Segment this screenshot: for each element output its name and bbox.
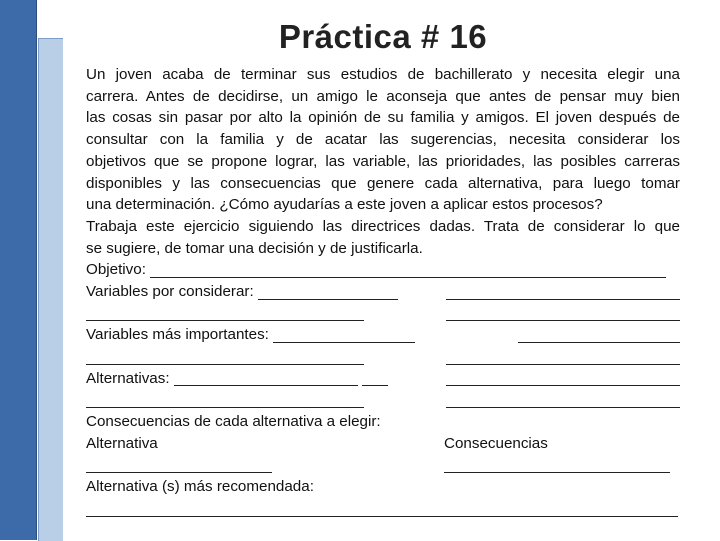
paragraph-line: una determinación. ¿Cómo ayudarías a este joven a aplicar estos procesos?: [86, 196, 603, 214]
alternatives-blank-right[interactable]: [446, 371, 680, 386]
page-title: Práctica # 16: [278, 18, 488, 55]
consequences-column-label: Consecuencias: [444, 434, 548, 452]
columns-blank-row: [86, 455, 680, 477]
paragraph-line: carrera. Antes de decidirse, un amigo le aconseja que antes de pensar muy bien: [86, 87, 680, 105]
alternatives-row-2: [86, 389, 680, 411]
alternatives-label: Alternativas:: [86, 369, 170, 387]
recommended-blank-row: [86, 498, 680, 520]
variables-label: Variables por considerar:: [86, 283, 254, 300]
important-variables-label: Variables más importantes:: [86, 326, 269, 344]
paragraph-line: disponibles y las consecuencias que genere cada alternativa, para luego tomar: [86, 174, 680, 192]
alternative-column-label: Alternativa: [86, 434, 158, 452]
variables-blank-2[interactable]: [86, 306, 364, 321]
important-variables-blank-2[interactable]: [86, 350, 364, 365]
recommended-label: Alternativa (s) más recomendada:: [86, 478, 314, 496]
variables-blank[interactable]: [258, 285, 398, 300]
important-variables-blank-right[interactable]: [518, 328, 680, 343]
paragraph-line: consultar con la familia y de acatar las sugerencias, necesita considerar los: [86, 131, 680, 149]
variables-row-2: [86, 303, 680, 325]
alternatives-row: [86, 368, 680, 390]
decorative-bar-light: [38, 38, 63, 541]
important-variables-blank[interactable]: [273, 328, 415, 343]
decorative-bar-dark: [0, 0, 37, 540]
recommended-blank[interactable]: [86, 502, 678, 517]
objective-label: Objetivo:: [86, 261, 146, 279]
important-variables-row: [86, 324, 680, 346]
worksheet-body: [86, 64, 680, 520]
objective-blank[interactable]: [150, 263, 666, 278]
paragraph-line: las cosas sin pasar por alto la opinión de su familia y amigos. El joven después de: [86, 109, 680, 127]
paragraph-line: objetivos que se propone lograr, las variable, las prioridades, las posibles carreras: [86, 152, 680, 170]
consequences-header: Consecuencias de cada alternativa a elegir:: [86, 413, 381, 431]
important-variables-blank-2-right[interactable]: [446, 350, 680, 365]
variables-row: [86, 281, 680, 303]
alternatives-blank-short[interactable]: [362, 371, 388, 386]
paragraph-line: Un joven acaba de terminar sus estudios de bachillerato y necesita elegir una: [86, 66, 680, 83]
alternative-column-blank[interactable]: [86, 458, 272, 473]
important-variables-row-2: [86, 346, 680, 368]
paragraph-line: Trabaja este ejercicio siguiendo las directrices dadas. Trata de considerar lo que: [86, 217, 680, 235]
alternatives-blank-2[interactable]: [86, 393, 364, 408]
variables-blank-2-right[interactable]: [446, 306, 680, 321]
paragraph-line: se sugiere, de tomar una decisión y de justificarla.: [86, 239, 423, 257]
consequences-header-row: [86, 411, 680, 433]
recommended-row: [86, 476, 680, 498]
objective-row: [86, 259, 680, 281]
columns-header-row: [86, 433, 680, 455]
consequences-column-blank[interactable]: [444, 458, 670, 473]
variables-blank-right[interactable]: [446, 285, 680, 300]
alternatives-blank-2-right[interactable]: [446, 393, 680, 408]
alternatives-blank[interactable]: [174, 371, 358, 386]
instructions-paragraph: [86, 64, 680, 259]
